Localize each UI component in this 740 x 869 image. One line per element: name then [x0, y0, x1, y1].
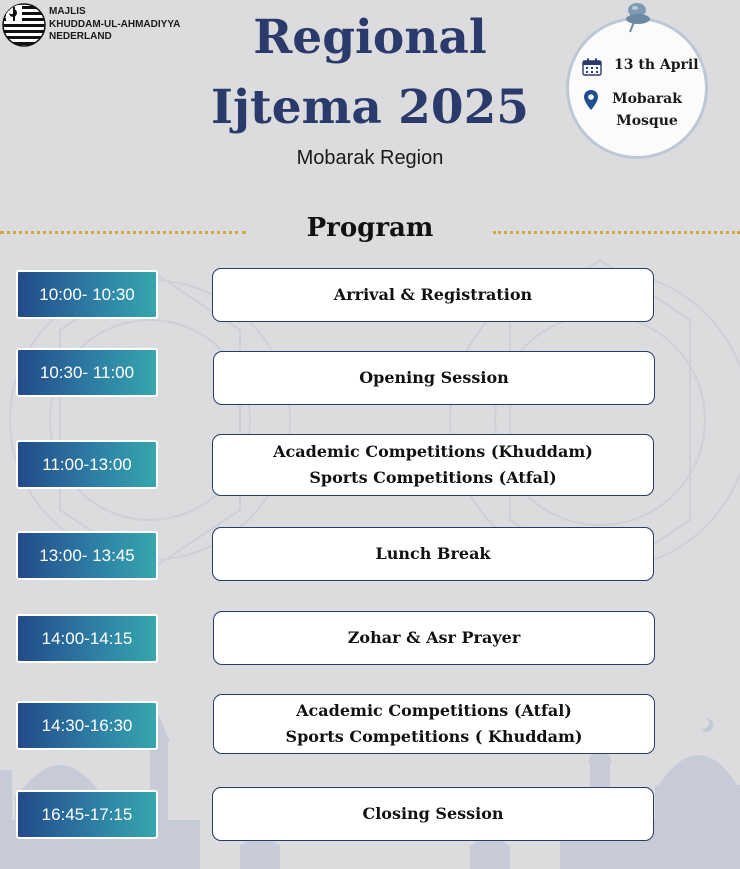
location-line: Mosque: [616, 113, 678, 129]
map-pin-icon: [583, 89, 599, 111]
time-slot: 10:00- 10:30: [16, 270, 158, 319]
org-line: KHUDDAM-UL-AHMADIYYA: [49, 18, 181, 30]
event-line: Lunch Break: [375, 544, 491, 563]
program-event: [213, 694, 655, 754]
location-line: Mobarak: [612, 91, 682, 107]
time-slot: 13:00- 13:45: [16, 531, 158, 580]
program-event: [212, 434, 654, 496]
program-event: [212, 527, 654, 581]
title-line-1: Regional: [253, 10, 487, 65]
push-pin-icon: [616, 0, 656, 34]
title-line-2: Ijtema 2025: [211, 80, 529, 135]
org-line: MAJLIS: [49, 6, 86, 17]
event-line: Academic Competitions (Khuddam): [273, 442, 593, 461]
dotted-divider-left: [0, 231, 246, 234]
khuddam-logo-icon: [2, 3, 46, 47]
time-slot: 14:00-14:15: [16, 614, 158, 663]
program-event: [212, 268, 654, 322]
event-line: Academic Competitions (Atfal): [296, 701, 572, 720]
time-slot: 16:45-17:15: [16, 790, 158, 839]
event-line: Sports Competitions ( Khuddam): [285, 727, 583, 746]
event-line: Sports Competitions (Atfal): [309, 468, 557, 487]
calendar-icon: [582, 58, 602, 76]
subtitle: Mobarak Region: [296, 147, 444, 169]
program-event: [212, 787, 654, 841]
event-line: Arrival & Registration: [333, 285, 533, 304]
dotted-divider-right: [493, 231, 740, 234]
time-slot: 10:30- 11:00: [16, 348, 158, 397]
event-line: Zohar & Asr Prayer: [347, 628, 521, 647]
event-line: Closing Session: [362, 804, 504, 823]
time-slot: 14:30-16:30: [16, 701, 158, 750]
org-line: NEDERLAND: [49, 31, 112, 42]
event-location: [604, 88, 690, 132]
organization-name: [49, 6, 180, 44]
event-date: 13 th April: [614, 57, 699, 73]
program-event: [213, 611, 655, 665]
program-heading: Program: [306, 213, 434, 243]
event-line: Opening Session: [359, 368, 509, 387]
time-slot: 11:00-13:00: [16, 440, 158, 489]
program-event: [213, 351, 655, 405]
